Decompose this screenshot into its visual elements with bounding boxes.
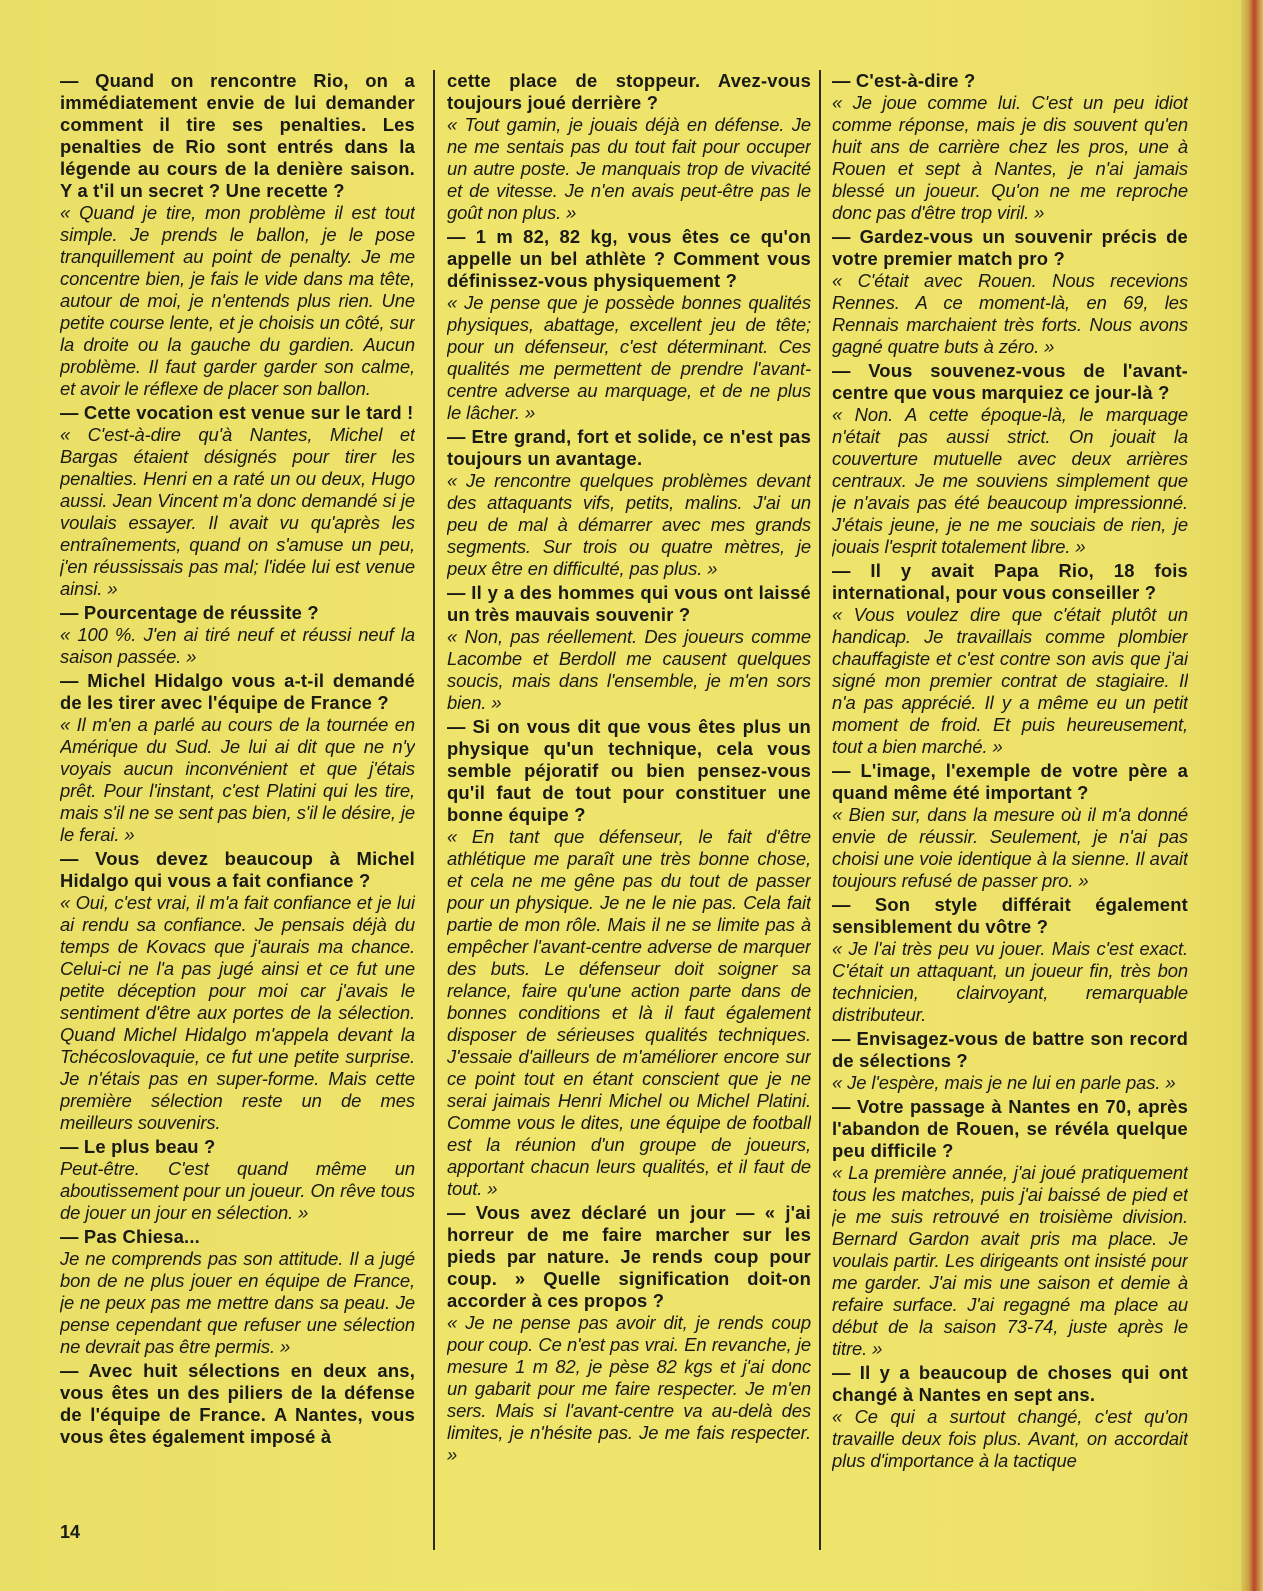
interview-question: — Cette vocation est venue sur le tard ! bbox=[60, 402, 414, 423]
interview-answer: « C'était avec Rouen. Nous recevions Rennes. A ce moment-là, en 69, les Rennais marchaient très forts. Nous avons gagné quatre buts à zéro. » bbox=[832, 270, 1188, 357]
interview-answer: « Je ne pense pas avoir dit, je rends coup pour coup. Ce n'est pas vrai. En revanche, je mesure 1 m 82, je pèse 82 kgs et j'ai donc un gabarit pour me faire respecter. Je m'en sers. Mais si l'avant-centre va au-delà des limites, je n'hésite pas. Je me fais respecter. » bbox=[447, 1312, 811, 1465]
interview-question: — Pourcentage de réussite ? bbox=[60, 602, 319, 623]
interview-answer: « Il m'en a parlé au cours de la tournée en Amérique du Sud. Je lui ai dit que ne n'y voyais aucun inconvénient et que j'étais prêt. Pour l'instant, c'est Platini qui les tire, mais s'il ne se sent pas bien, s'il le désire, je le ferai. » bbox=[60, 714, 415, 845]
interview-answer: « Bien sur, dans la mesure où il m'a donné envie de réussir. Seulement, je n'ai pas choisi une voie identique à la sienne. Il avait toujours refusé de passer pro. » bbox=[832, 804, 1188, 891]
interview-answer: Peut-être. C'est quand même un aboutissement pour un joueur. On rêve tous de jouer un jour en sélection. » bbox=[60, 1158, 415, 1223]
interview-answer: « Ce qui a surtout changé, c'est qu'on travaille deux fois plus. Avant, on accordait plus d'importance à la tactique bbox=[832, 1406, 1188, 1471]
text-column-2 bbox=[447, 70, 811, 1550]
interview-answer: « La première année, j'ai joué pratiquement tous les matches, puis j'ai baissé de pied et je me suis retrouvé en troisième division. Bernard Gardon avait pris ma place. Je voulais partir. Les dirigeants ont insisté pour me garder. J'ai mis une saison et demie à refaire surface. J'ai regagné ma place au début de la saison 73-74, juste après le titre. » bbox=[832, 1162, 1188, 1359]
page-edge bbox=[1241, 0, 1263, 1591]
interview-answer: « Quand je tire, mon problème il est tout simple. Je prends le ballon, je le pose tranquillement au point de penalty. Je me concentre bien, je fais le vide dans ma tête, autour de moi, je n'entends plus rien. Une petite course lente, et je choisis un côté, sur la droite ou la gauche du gardien. Aucun problème. Il faut garder garder son calme, et avoir le réflexe de placer son ballon. bbox=[60, 202, 415, 399]
interview-question: — Etre grand, fort et solide, ce n'est pas toujours un avantage. bbox=[447, 426, 811, 469]
interview-question: — Avec huit sélections en deux ans, vous êtes un des piliers de la défense de l'équipe de France. A Nantes, vous vous êtes également imposé à bbox=[60, 1360, 415, 1447]
interview-answer: « Non. A cette époque-là, le marquage n'était pas aussi strict. On jouait la couverture mutuelle avec deux arrières centraux. Je me souviens simplement que je n'avais pas été beaucoup impressionné. J'étais jeune, je ne me souciais de rien, je jouais l'esprit totalement libre. » bbox=[832, 404, 1188, 557]
interview-question: — Son style différait également sensiblement du vôtre ? bbox=[832, 894, 1188, 937]
interview-question: cette place de stoppeur. Avez-vous toujours joué derrière ? bbox=[447, 70, 811, 113]
interview-answer: « 100 %. J'en ai tiré neuf et réussi neuf la saison passée. » bbox=[60, 624, 415, 667]
interview-question: — Michel Hidalgo vous a-t-il demandé de les tirer avec l'équipe de France ? bbox=[60, 670, 415, 713]
interview-answer: Je ne comprends pas son attitude. Il a jugé bon de ne plus jouer en équipe de France, je ne peux pas me mettre dans sa peau. Je pense cependant que refuser une sélection ne devrait pas être permis. » bbox=[60, 1248, 415, 1357]
interview-answer: « Tout gamin, je jouais déjà en défense. Je ne me sentais pas du tout fait pour occuper un autre poste. Je manquais trop de vivacité et de vitesse. Je n'en avais peut-être pas le goût non plus. » bbox=[447, 114, 811, 223]
interview-answer: « Non, pas réellement. Des joueurs comme Lacombe et Berdoll me causent quelques soucis, mais dans l'ensemble, je m'en sors bien. » bbox=[447, 626, 811, 713]
interview-answer: « Oui, c'est vrai, il m'a fait confiance et je lui ai rendu sa confiance. Je pensais déjà du temps de Kovacs que j'aurais ma chance. Celui-ci ne l'a pas jugé ainsi et ce fut une petite déception pour moi car j'avais le sentiment d'être aux portes de la sélection. Quand Michel Hidalgo m'appela devant la Tchécoslovaquie, ce fut une petite surprise. Je n'étais pas en super-forme. Mais cette première sélection reste un de mes meilleurs souvenirs. bbox=[60, 892, 415, 1133]
interview-answer: « C'est-à-dire qu'à Nantes, Michel et Bargas étaient désignés pour tirer les penalties. Henri en a raté un ou deux, Hugo aussi. Jean Vincent m'a donc demandé si je voulais essayer. Il avait vu qu'après les entraînements, quand on s'amuse un peu, j'en réussissais pas mal; l'idée lui est venue ainsi. » bbox=[60, 424, 415, 599]
interview-question: — Gardez-vous un souvenir précis de votre premier match pro ? bbox=[832, 226, 1188, 269]
interview-answer: « Vous voulez dire que c'était plutôt un handicap. Je travaillais comme plombier chauffagiste et c'est contre son avis que j'ai signé mon premier contrat de stagiaire. Il n'a pas apprécié. Il y a même eu un petit moment de froid. Et puis heureusement, tout a bien marché. » bbox=[832, 604, 1188, 757]
interview-answer: « Je l'ai très peu vu jouer. Mais c'est exact. C'était un attaquant, un joueur fin, très bon technicien, clairvoyant, remarquable distributeur. bbox=[832, 938, 1188, 1025]
column-divider bbox=[433, 70, 435, 1550]
interview-question: — 1 m 82, 82 kg, vous êtes ce qu'on appelle un bel athlète ? Comment vous définissez-vous physiquement ? bbox=[447, 226, 811, 291]
interview-question: — C'est-à-dire ? bbox=[832, 70, 976, 91]
interview-question: — L'image, l'exemple de votre père a quand même été important ? bbox=[832, 760, 1188, 803]
interview-question: — Il y a beaucoup de choses qui ont changé à Nantes en sept ans. bbox=[832, 1362, 1188, 1405]
interview-answer: « En tant que défenseur, le fait d'être athlétique me paraît une très bonne chose, et cela ne me gêne pas du tout de passer pour un physique. Je ne le nie pas. Cela fait partie de mon rôle. Mais il ne se limite pas à empêcher l'avant-centre adverse de marquer des buts. Le défenseur doit soigner sa relance, faire qu'une action parte dans de bonnes conditions et là il faut également disposer de sérieuses qualités techniques. J'essaie d'ailleurs de m'améliorer encore sur ce point tout en étant conscient que je ne serai jaimais Henri Michel ou Michel Platini. Comme vous le dites, une équipe de football est la réunion d'un groupe de joueurs, apportant chacun leurs qualités, et il faut de tout. » bbox=[447, 826, 811, 1199]
interview-question: — Il y a des hommes qui vous ont laissé un très mauvais souvenir ? bbox=[447, 582, 811, 625]
interview-answer: « Je pense que je possède bonnes qualités physiques, abattage, excellent jeu de tête; pour un défenseur, c'est déterminant. Ces qualités me permettent de prendre l'avant-centre adverse au marquage, et de ne plus le lâcher. » bbox=[447, 292, 811, 423]
text-column-1 bbox=[60, 70, 415, 1550]
interview-answer: « Je rencontre quelques problèmes devant des attaquants vifs, petits, malins. J'ai un peu de mal à démarrer avec mes grands segments. Sur trois ou quatre mètres, je peux être en difficulté, pas plus. » bbox=[447, 470, 811, 579]
page-number: 14 bbox=[60, 1522, 81, 1542]
interview-question: — Si on vous dit que vous êtes plus un physique qu'un technique, cela vous semble péjoratif ou bien pensez-vous qu'il faut de tout pour constituer une bonne équipe ? bbox=[447, 716, 811, 825]
interview-question: — Vous devez beaucoup à Michel Hidalgo qui vous a fait confiance ? bbox=[60, 848, 415, 891]
interview-question: — Vous avez déclaré un jour — « j'ai horreur de me faire marcher sur les pieds par nature. Je rends coup pour coup. » Quelle signification doit-on accorder à ces propos ? bbox=[447, 1202, 811, 1311]
interview-answer: « Je l'espère, mais je ne lui en parle pas. » bbox=[832, 1072, 1176, 1093]
text-column-3 bbox=[832, 70, 1188, 1550]
interview-question: — Quand on rencontre Rio, on a immédiatement envie de lui demander comment il tire ses penalties. Les penalties de Rio sont entrés dans la légende au cours de la denière saison. Y a t'il un secret ? Une recette ? bbox=[60, 70, 415, 201]
interview-question: — Envisagez-vous de battre son record de sélections ? bbox=[832, 1028, 1188, 1071]
interview-question: — Le plus beau ? bbox=[60, 1136, 216, 1157]
interview-question: — Pas Chiesa... bbox=[60, 1226, 200, 1247]
interview-question: — Vous souvenez-vous de l'avant-centre que vous marquiez ce jour-là ? bbox=[832, 360, 1188, 403]
interview-question: — Votre passage à Nantes en 70, après l'abandon de Rouen, se révéla quelque peu difficile ? bbox=[832, 1096, 1188, 1161]
column-divider bbox=[819, 70, 821, 1550]
interview-question: — Il y avait Papa Rio, 18 fois international, pour vous conseiller ? bbox=[832, 560, 1188, 603]
interview-answer: « Je joue comme lui. C'est un peu idiot comme réponse, mais je dis souvent qu'en huit ans de carrière chez les pros, une à Rouen et sept à Nantes, je n'ai jamais blessé un joueur. Qu'on ne me reproche donc pas d'être trop viril. » bbox=[832, 92, 1188, 223]
